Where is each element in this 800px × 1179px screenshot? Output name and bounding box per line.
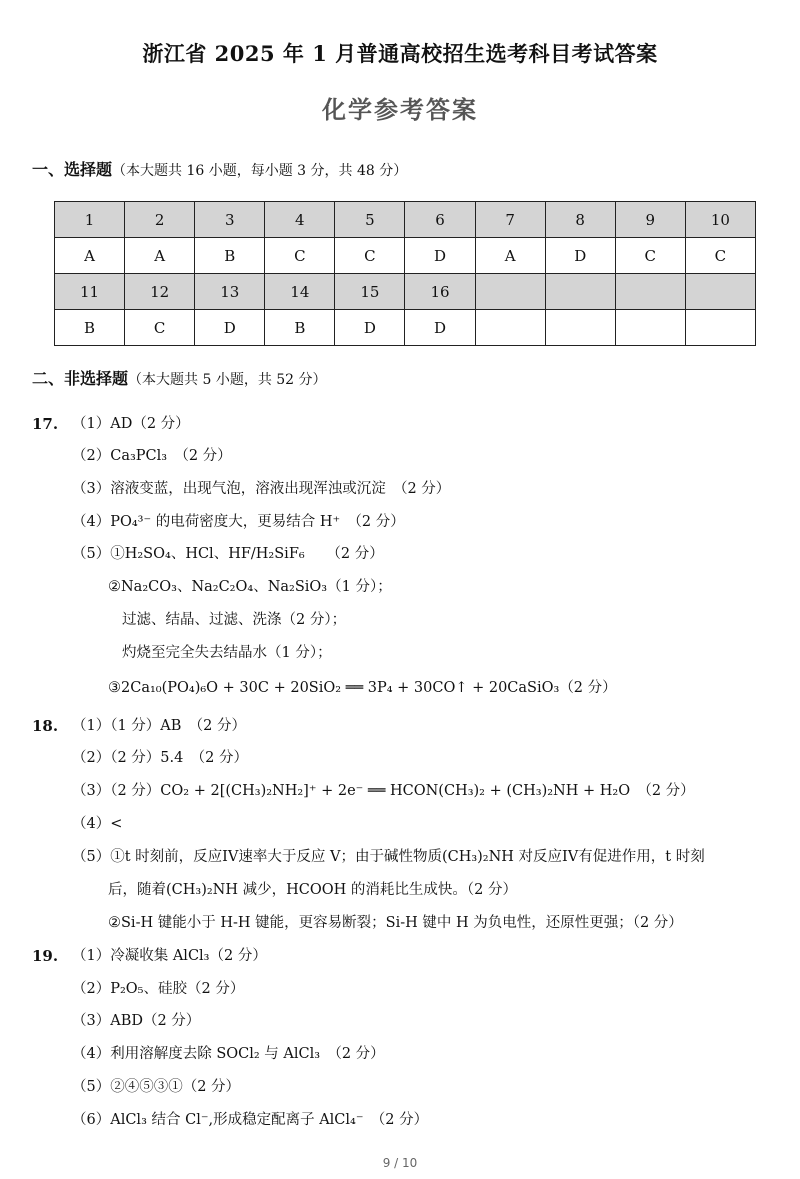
q18-part-3: （3）（2 分）CO₂ + 2[(CH₃)₂NH₂]⁺ + 2e⁻ ══ HCON(CH₃)₂ + (CH₃)₂NH + H₂O （2 分）	[72, 783, 695, 799]
q18-part-5-1: （5）①t 时刻前，反应IV速率大于反应 V；由于碱性物质(CH₃)₂NH 对反应IV有促进作用，t 时刻	[72, 849, 705, 865]
page-number: 9 / 10	[382, 1156, 418, 1170]
q18-part-4: （4）<	[72, 816, 123, 832]
answer-cell: B	[195, 238, 265, 274]
question-number-cell: 2	[125, 202, 195, 238]
answer-cell: C	[125, 310, 195, 346]
question-number-cell: 10	[685, 202, 755, 238]
question-number-cell	[685, 274, 755, 310]
question-number-cell: 6	[405, 202, 475, 238]
question-number-cell	[475, 274, 545, 310]
answer-cell	[615, 310, 685, 346]
question-19-number: 19.	[32, 947, 59, 965]
question-number-row	[55, 274, 756, 310]
answer-table	[54, 201, 756, 346]
answer-cell: D	[405, 310, 475, 346]
answer-cell: A	[125, 238, 195, 274]
q17-part-5-3: ③2Ca₁₀(PO₄)₆O + 30C + 20SiO₂ ══ 3P₄ + 30CO↑ + 20CaSiO₃（2 分）	[108, 680, 617, 696]
answer-cell: B	[55, 310, 125, 346]
answer-cell: D	[545, 238, 615, 274]
answer-row	[55, 310, 756, 346]
section-1-note: （本大题共 16 小题，每小题 3 分，共 48 分）	[112, 163, 408, 179]
answer-cell	[685, 310, 755, 346]
q18-part-2: （2）（2 分）5.4 （2 分）	[72, 750, 248, 766]
answer-cell: C	[685, 238, 755, 274]
question-number-cell	[545, 274, 615, 310]
section-2-heading	[32, 366, 327, 389]
q19-part-6: （6）AlCl₃ 结合 Cl⁻,形成稳定配离子 AlCl₄⁻ （2 分）	[72, 1112, 429, 1128]
question-number-cell: 14	[265, 274, 335, 310]
question-18-number: 18.	[32, 717, 59, 735]
question-number-cell: 9	[615, 202, 685, 238]
answer-cell: D	[195, 310, 265, 346]
question-number-cell: 3	[195, 202, 265, 238]
question-number-cell: 13	[195, 274, 265, 310]
question-number-cell: 5	[335, 202, 405, 238]
question-17-number: 17.	[32, 415, 59, 433]
section-1-heading	[32, 157, 407, 180]
question-number-cell: 12	[125, 274, 195, 310]
answer-cell	[475, 310, 545, 346]
question-number-cell: 16	[405, 274, 475, 310]
answer-cell: C	[265, 238, 335, 274]
question-number-cell	[615, 274, 685, 310]
answer-cell	[545, 310, 615, 346]
answer-cell: C	[335, 238, 405, 274]
question-number-cell: 1	[55, 202, 125, 238]
section-2-note: （本大题共 5 小题，共 52 分）	[128, 372, 327, 388]
q17-part-5-2: ②Na₂CO₃、Na₂C₂O₄、Na₂SiO₃（1 分）；	[108, 579, 392, 595]
page-title: 浙江省 2025 年 1 月普通高校招生选考科目考试答案	[142, 41, 658, 66]
answer-row	[55, 238, 756, 274]
q17-part-5-2-steps: 过滤、结晶、过滤、洗涤（2 分）；	[122, 612, 347, 628]
answer-cell: A	[55, 238, 125, 274]
q18-part-5-1-cont: 后，随着(CH₃)₂NH 减少，HCOOH 的消耗比生成快。（2 分）	[108, 882, 517, 898]
q17-part-2: （2）Ca₃PCl₃ （2 分）	[72, 448, 232, 464]
q17-part-5-2-ignite: 灼烧至完全失去结晶水（1 分）；	[122, 645, 332, 661]
answer-cell: C	[615, 238, 685, 274]
answer-cell: D	[335, 310, 405, 346]
answer-cell: B	[265, 310, 335, 346]
q17-part-1: （1）AD（2 分）	[72, 416, 190, 432]
q19-part-2: （2）P₂O₅、硅胶（2 分）	[72, 981, 245, 997]
q19-part-5: （5）②④⑤③①（2 分）	[72, 1079, 241, 1095]
question-number-cell: 15	[335, 274, 405, 310]
question-number-cell: 11	[55, 274, 125, 310]
q19-part-3: （3）ABD（2 分）	[72, 1013, 201, 1029]
answer-cell: A	[475, 238, 545, 274]
q19-part-4: （4）利用溶解度去除 SOCl₂ 与 AlCl₃ （2 分）	[72, 1046, 385, 1062]
q17-part-4: （4）PO₄³⁻ 的电荷密度大，更易结合 H⁺ （2 分）	[72, 514, 405, 530]
page-subtitle: 化学参考答案	[322, 96, 478, 124]
q18-part-1: （1）（1 分）AB （2 分）	[72, 718, 247, 734]
q17-part-3: （3）溶液变蓝，出现气泡，溶液出现浑浊或沉淀 （2 分）	[72, 481, 451, 497]
question-number-cell: 7	[475, 202, 545, 238]
section-2-title: 二、非选择题	[32, 369, 129, 388]
answer-cell: D	[405, 238, 475, 274]
q18-part-5-2: ②Si-H 键能小于 H-H 键能，更容易断裂；Si-H 键中 H 为负电性，还原性更强；（2 分）	[108, 915, 683, 931]
q19-part-1: （1）冷凝收集 AlCl₃（2 分）	[72, 948, 267, 964]
q17-part-5-1: （5）①H₂SO₄、HCl、HF/H₂SiF₆ （2 分）	[72, 546, 384, 562]
section-1-title: 一、选择题	[32, 160, 113, 179]
question-number-cell: 8	[545, 202, 615, 238]
question-number-cell: 4	[265, 202, 335, 238]
question-number-row	[55, 202, 756, 238]
